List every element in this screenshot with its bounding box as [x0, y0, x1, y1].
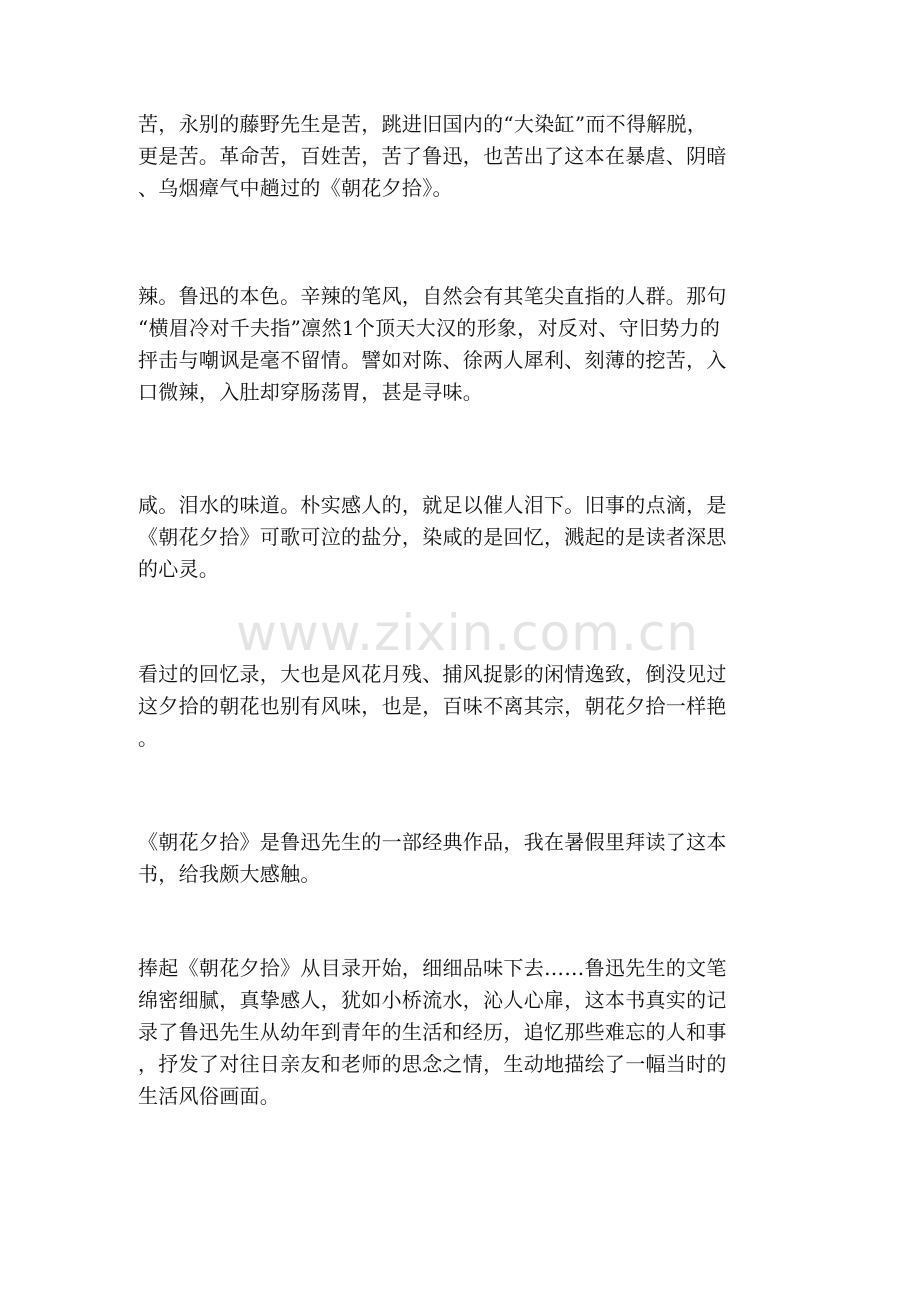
paragraph-line: 《朝花夕拾》可歌可泣的盐分，染咸的是回忆，溅起的是读者深思	[138, 525, 727, 549]
paragraph-line: 。	[138, 726, 159, 750]
paragraph-line: 这夕拾的朝花也别有风味，也是，百味不离其宗，朝花夕拾一样艳	[138, 694, 727, 718]
paragraph-line: 生活风俗画面。	[138, 1084, 281, 1108]
paragraph-line: “横眉冷对千夫指”凛然1个顶天大汉的形象，对反对、守旧势力的	[138, 316, 721, 340]
paragraph-reading	[138, 952, 788, 1112]
paragraph-spicy	[138, 280, 788, 408]
paragraph-line: 口微辣，入肚却穿肠荡胃，甚是寻味。	[138, 380, 484, 404]
paragraph-line: 捧起《朝花夕拾》从目录开始，细细品味下去……鲁迅先生的文笔	[138, 956, 727, 980]
paragraph-salty	[138, 489, 788, 585]
paragraph-line: 《朝花夕拾》是鲁迅先生的一部经典作品，我在暑假里拜读了这本	[138, 830, 727, 854]
paragraph-line: 抨击与嘲讽是毫不留情。譬如对陈、徐两人犀利、刻薄的挖苦，入	[138, 348, 727, 372]
paragraph-line: 、乌烟瘴气中趟过的《朝花夕拾》。	[138, 176, 453, 200]
paragraph-line: 咸。泪水的味道。朴实感人的，就足以催人泪下。旧事的点滴，是	[138, 493, 727, 517]
paragraph-line: 绵密细腻，真挚感人，犹如小桥流水，沁人心扉，这本书真实的记	[138, 988, 727, 1012]
watermark-text: www.zixin.com.cn	[236, 604, 700, 662]
paragraph-line: 看过的回忆录，大也是风花月残、捕风捉影的闲情逸致，倒没见过	[138, 662, 727, 686]
paragraph-line: 苦，永别的藤野先生是苦，跳进旧国内的“大染缸”而不得解脱，	[138, 112, 708, 136]
paragraph-memoir	[138, 658, 788, 754]
paragraph-line: 的心灵。	[138, 557, 220, 581]
paragraph-line: 录了鲁迅先生从幼年到青年的生活和经历，追忆那些难忘的人和事	[138, 1020, 727, 1044]
paragraph-bitter	[138, 108, 788, 204]
paragraph-line: 书，给我颇大感触。	[138, 862, 321, 886]
paragraph-line: ，抒发了对往日亲友和老师的思念之情，生动地描绘了一幅当时的	[138, 1052, 727, 1076]
paragraph-line: 辣。鲁迅的本色。辛辣的笔风，自然会有其笔尖直指的人群。那句	[138, 284, 727, 308]
paragraph-intro	[138, 826, 788, 890]
paragraph-line: 更是苦。革命苦，百姓苦，苦了鲁迅，也苦出了这本在暴虐、阴暗	[138, 144, 727, 168]
